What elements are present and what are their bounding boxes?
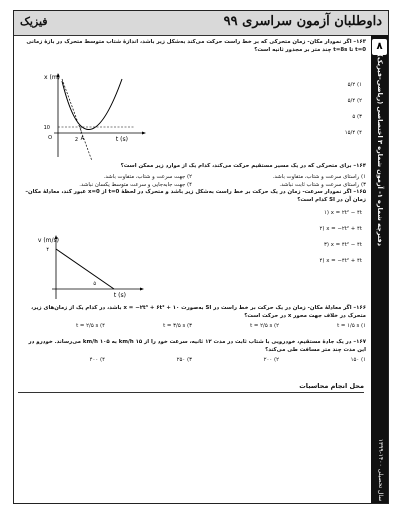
graph1-x-value: 2 [74,137,78,143]
option-1[interactable]: ۱) راستای سرعت و شتاب، متفاوت باشد. [272,173,366,180]
option-3[interactable]: ۳) ۵ [352,114,362,120]
question-165: ۱۶۵– اگر نمودار سرعت- زمان در یک حرکت بر خط راست به‌شکل زیر باشد و متحرک در لحظهٔ t=0 از x=0 عبور کند، معادلهٔ مکان– زمان آن در SI کدام است؟ [25,189,366,203]
question-165-block [18,189,366,206]
graph1-y-value: 10 [43,125,50,131]
graph1-point-a: A [80,136,84,142]
header-title: داوطلبان آزمون سراسری ۹۹ [223,14,382,29]
option-4[interactable]: ۴) ۴۰۰ [89,357,105,363]
graph2-v-value: ۴ [46,247,49,253]
option-1[interactable]: ۱) x = ۲t² − ۴t [324,210,362,216]
booklet-title: دفترچه شماره ۱- آزمون شماره ۳ اختصاصی (ریاضی-فیزیک) [376,54,384,246]
question-166: ۱۶۶– اگر معادلهٔ مکان- زمان در یک حرکت بر خط راست در SI به‌صورت x = −۲t³ + ۶t² + ۱۰ باشد، در کدام یک از زمان‌های زیر، متحرک در خلاف جهت محور x در حرکت است؟ [31,305,366,319]
option-1[interactable]: ۱) ۱۵۰ [350,357,366,363]
academic-year: سال تحصیلی ۱۴۰۰-۱۳۹۹ [377,438,384,502]
graph1-y-label: x (m) [44,74,60,81]
option-4[interactable]: ۴) جهت جابه‌جایی و سرعت متوسط یکسان نباشد. [79,181,192,188]
question-163-options [322,81,362,145]
page-number: ۸ [372,39,387,55]
question-166-options [18,322,366,330]
graph2-x-label: t (s) [113,292,126,299]
page-header [14,11,388,36]
exam-page [13,10,389,504]
question-163: ۱۶۳– اگر نمودار مکان- زمان متحرکی که بر خط راست حرکت می‌کند به‌شکل زیر باشد، اندازهٔ شتاب متوسط متحرک در بازهٔ زمانی t=0 تا t=8s چند متر بر مجذور ثانیه است؟ [26,39,366,53]
option-2[interactable]: ۲) ۵/۴ [347,98,362,104]
graph1-x-label: t (s) [115,136,128,143]
calculation-divider [18,392,364,393]
option-3[interactable]: ۳) x = ۴t² − ۴t [324,242,362,248]
graph1-origin: O [48,135,52,141]
option-1[interactable]: ۱) ۵/۲ [347,82,362,88]
questions-area [18,39,366,499]
option-2[interactable]: ۲) x = −۲t² + ۴t [319,226,362,232]
option-3[interactable]: ۳) راستای سرعت و شتاب ثابت نباشد. [279,181,366,188]
calculation-area [18,382,364,390]
question-165-options [222,209,362,273]
option-2[interactable]: ۲) t = ۲/۵ s [250,323,279,329]
graph2-t-value: ۵ [93,281,96,287]
question-164-block [18,163,366,189]
option-2[interactable]: ۲) ۲۰۰ [263,357,279,363]
option-1[interactable]: ۱) t = ۱/۵ s [337,323,366,329]
option-4[interactable]: ۴) x = −۴t² + ۴t [319,258,362,264]
question-167: ۱۶۷– در یک جادهٔ مستقیم، خودرویی با شتاب ثابت در مدت ۱۲ ثانیه، سرعت خود را از ۱۵ km/h به ۱۰۵ km/h می‌رساند. خودرو در این مدت چند متر مسافت طی می‌کند؟ [28,339,366,353]
calculation-title: محل انجام محاسبات [299,382,364,390]
graph2-y-label: v (m/s) [37,237,59,244]
option-4[interactable]: ۴) ۱۵/۴ [344,130,362,136]
position-time-graph [43,69,148,163]
question-166-block [18,305,366,330]
velocity-time-graph [37,233,146,301]
option-2[interactable]: ۲) جهت سرعت و شتاب، متفاوت باشد. [103,173,192,180]
question-167-block [18,339,366,364]
side-band [371,35,388,503]
option-3[interactable]: ۳) ۲۵۰ [176,357,192,363]
question-167-options [18,356,366,364]
question-164: ۱۶۴– برای متحرکی که در یک مسیر مستقیم حرکت می‌کند، کدام یک از موارد زیر ممکن است؟ [120,163,366,169]
option-3[interactable]: ۳) t = ۳/۵ s [163,323,192,329]
header-subject: فیزیک [20,15,48,28]
option-4[interactable]: ۴) t = ۲/۵ s [76,323,105,329]
question-164-options [18,173,366,189]
